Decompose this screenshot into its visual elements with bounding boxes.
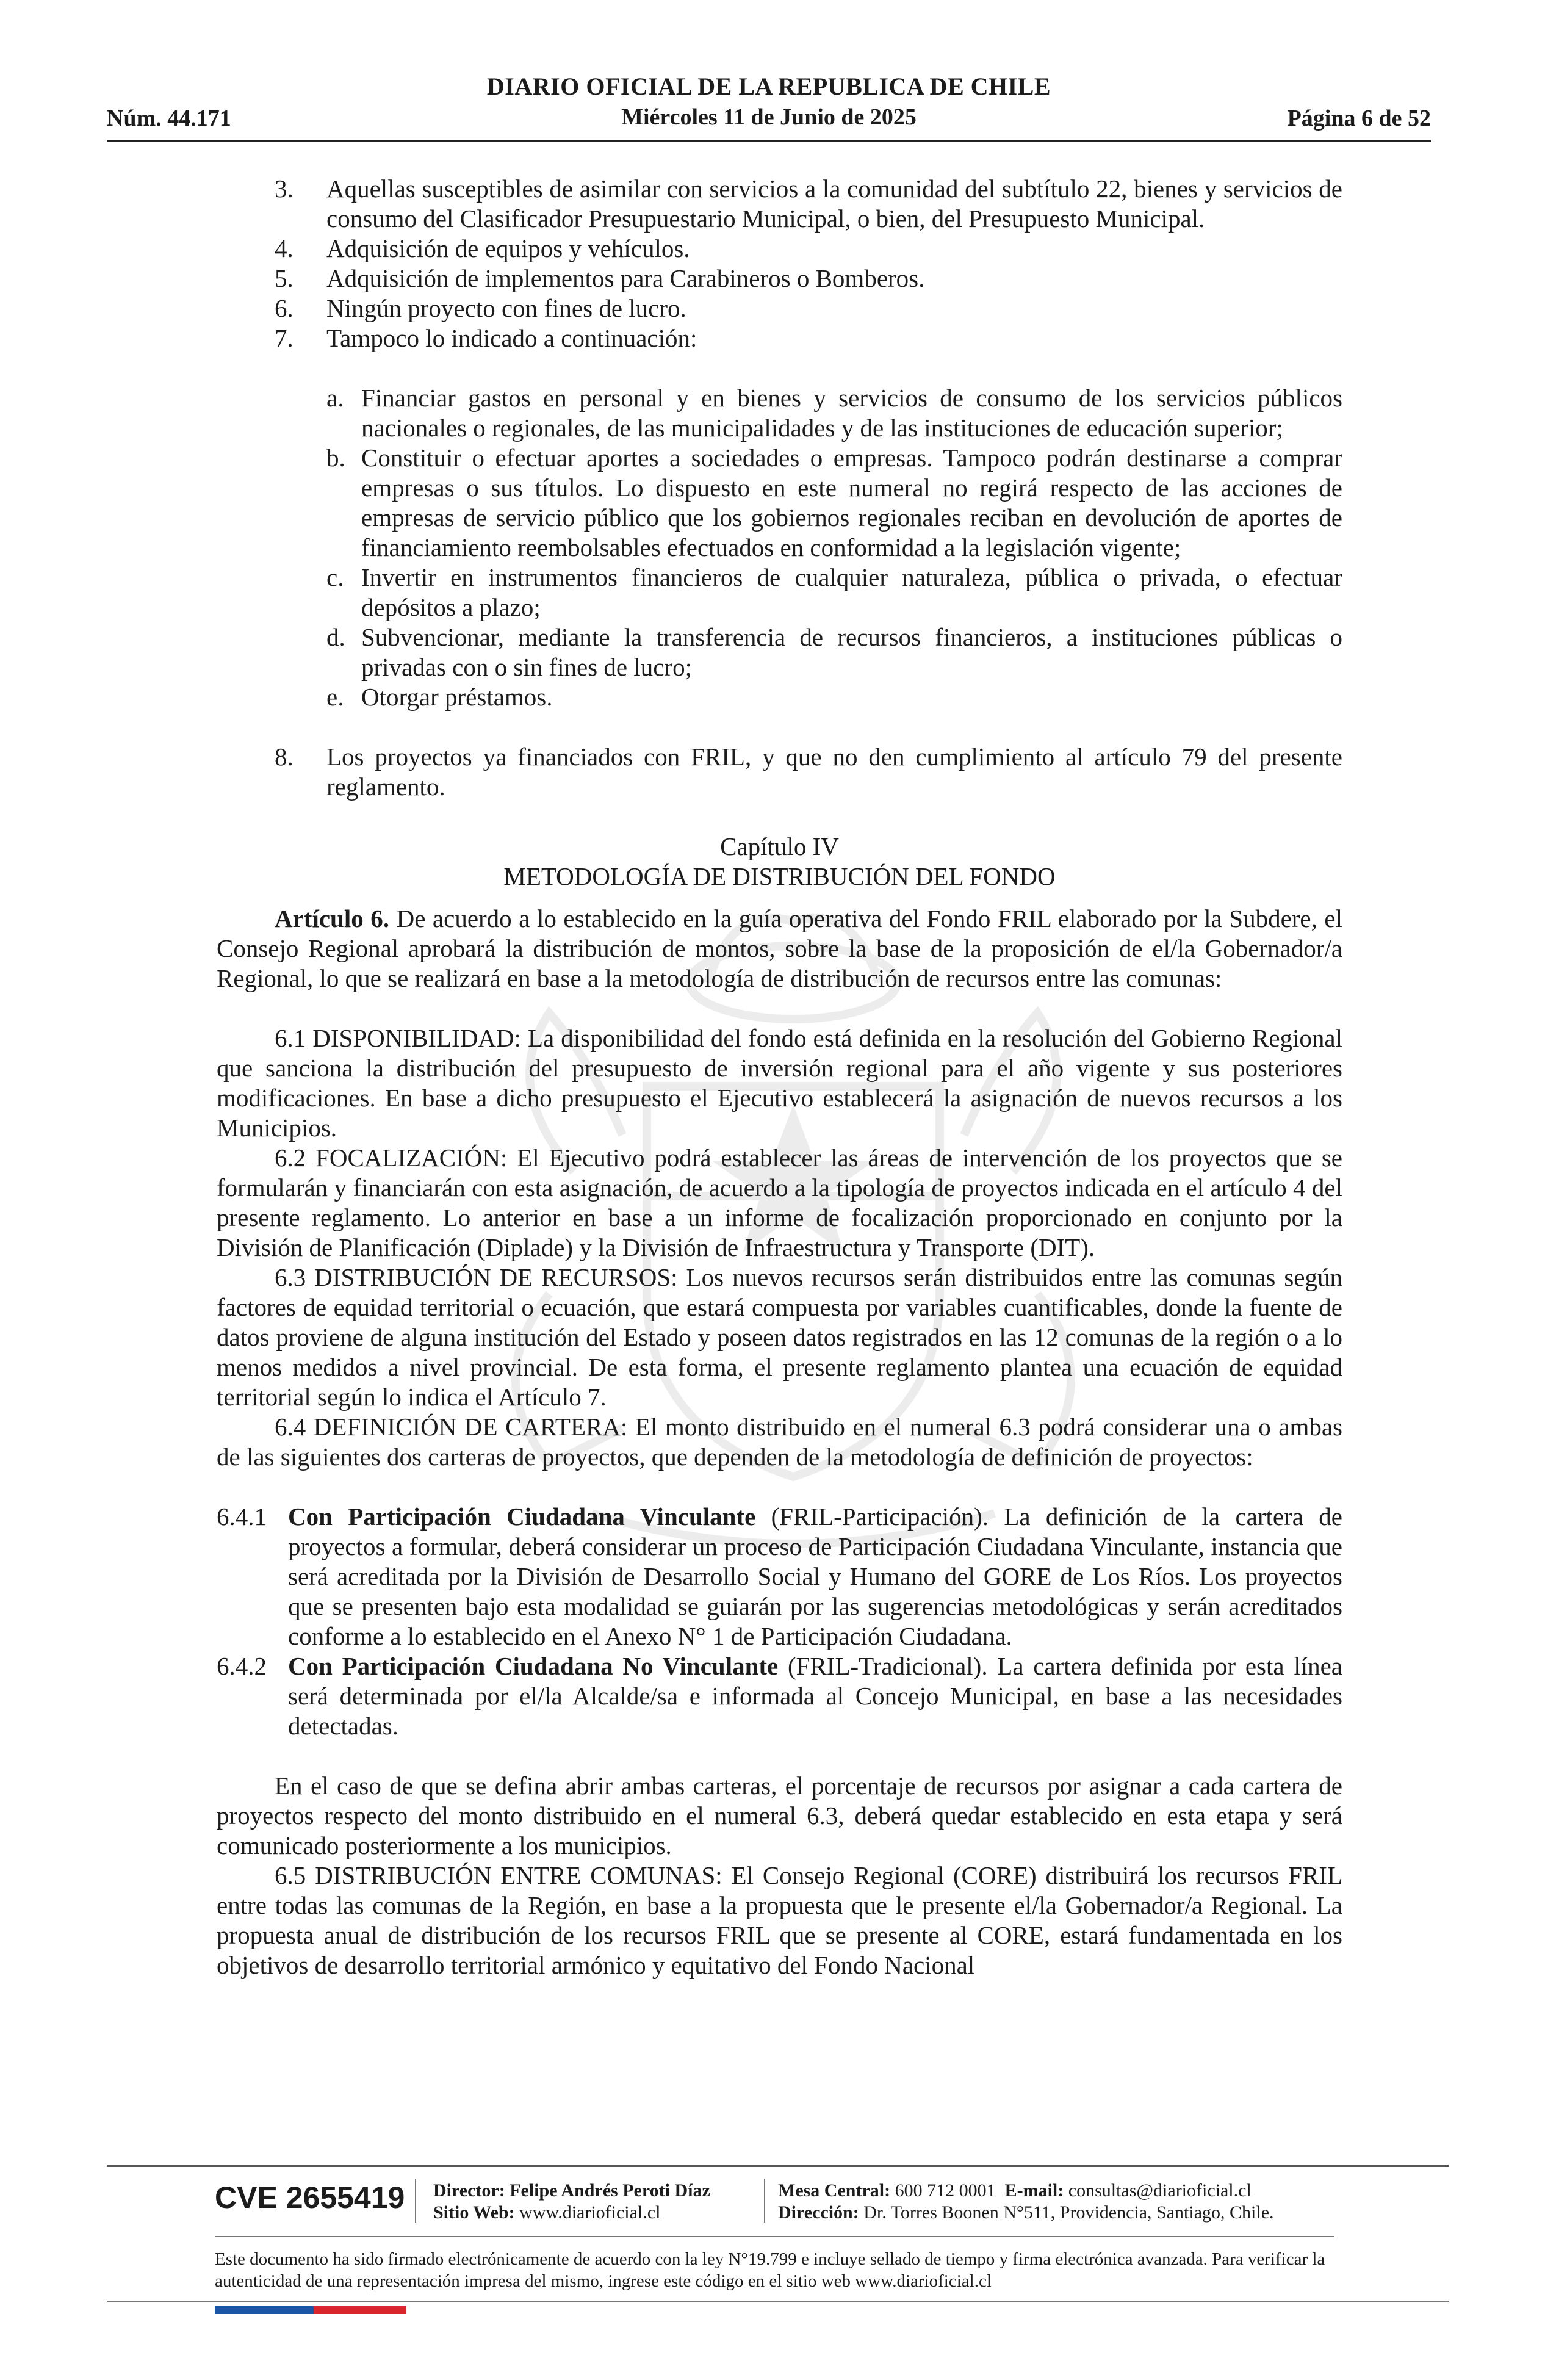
list-item-text: Aquellas susceptibles de asimilar con servicios a la comunidad del subtítulo 22, bienes y servicios de consumo del Clasificador Presupuestario Municipal, o bien, del Presupuesto Municipal. — [326, 175, 1342, 233]
sub-item-text: (FRIL-Participación). La definición de la cartera de proyectos a formular, deberá considerar un proceso de Participación Ciudadana Vinculante, instancia que será acreditada por la División de Desarrollo Social y Humano del GORE de Los Ríos. Los proyectos que se presenten bajo esta modalidad se guiarán por las sugerencias metodológicas y serán acreditados conforme a lo establecido en el Anexo N° 1 de Participación Ciudadana. — [288, 1502, 1342, 1650]
website-link[interactable]: www.diarioficial.cl — [514, 2202, 661, 2223]
list-item-label: 8. — [275, 743, 294, 771]
list-item — [217, 742, 1342, 802]
list-item-label: 6. — [275, 294, 294, 322]
newspaper-title: DIARIO OFICIAL DE LA REPUBLICA DE CHILE — [486, 73, 1051, 100]
list-item-text: Adquisición de implementos para Carabineros o Bomberos. — [326, 264, 925, 292]
list-item-text: Otorgar préstamos. — [361, 683, 553, 711]
footer-divider — [215, 2236, 1334, 2237]
email-link[interactable]: consultas@diarioficial.cl — [1064, 2180, 1252, 2201]
chapter-title: METODOLOGÍA DE DISTRIBUCIÓN DEL FONDO — [503, 862, 1056, 890]
both-portfolios-paragraph: En el caso de que se defina abrir ambas carteras, el porcentaje de recursos por asignar a cada cartera de proyectos respecto del monto distribuido en el numeral 6.3, deberá quedar establecido en esta etapa y será comunicado posteriormente a los municipios. — [217, 1772, 1342, 1859]
document-body — [217, 174, 1342, 1980]
cve-code: CVE 2655419 — [215, 2180, 405, 2215]
website-label: Sitio Web: — [433, 2202, 515, 2223]
sub-item-heading: Con Participación Ciudadana Vinculante — [288, 1502, 756, 1531]
list-item-label: 4. — [275, 234, 294, 262]
list-item — [217, 294, 1342, 323]
section-6-4: 6.4 DEFINICIÓN DE CARTERA: El monto distribuido en el numeral 6.3 podrá considerar una o ambas de las siguientes dos carteras de proyectos, que dependen de la metodología de definición de proyectos: — [217, 1413, 1342, 1471]
list-item-label: e. — [326, 683, 344, 711]
sub-item-label: 6.4.2 — [217, 1652, 267, 1680]
sub-item-label: 6.4.1 — [217, 1502, 267, 1531]
article-label: Artículo 6. — [275, 904, 390, 932]
footer-director-block — [433, 2180, 710, 2224]
list-item-text: Tampoco lo indicado a continuación: — [326, 324, 697, 352]
list-item-label: 5. — [275, 264, 294, 292]
header-divider — [107, 140, 1431, 142]
electronic-signature-notice: Este documento ha sido firmado electrónicamente de acuerdo con la ley N°19.799 e incluye sellado de tiempo y firma electrónica avanzada. Para verificar la autenticidad de una representación impresa del mismo, ingrese este código en el sitio web www.diarioficial.cl — [215, 2249, 1325, 2291]
sub-item-text: (FRIL-Tradicional). La cartera definida por esta línea será determinada por el/la Alcalde/sa e informada al Concejo Municipal, en base a las necesidades detectadas. — [288, 1652, 1343, 1740]
list-item-label: a. — [326, 384, 344, 412]
director-label: Director: — [433, 2180, 505, 2201]
list-item-label: b. — [326, 444, 345, 472]
list-item — [217, 174, 1342, 234]
list-item — [217, 563, 1342, 622]
issue-date: Miércoles 11 de Junio de 2025 — [621, 104, 917, 130]
footer-divider — [107, 2165, 1449, 2167]
list-item — [217, 383, 1342, 443]
list-item — [217, 682, 1342, 712]
list-item-text: Invertir en instrumentos financieros de cualquier naturaleza, pública o privada, o efectuar depósitos a plazo; — [361, 563, 1342, 621]
footer-separator — [415, 2179, 416, 2223]
lettered-list — [217, 383, 1342, 712]
email-label: E-mail: — [1004, 2180, 1064, 2201]
footer-separator — [764, 2179, 765, 2223]
list-item-text: Adquisición de equipos y vehículos. — [326, 234, 690, 262]
list-item-text: Constituir o efectuar aportes a sociedades o empresas. Tampoco podrán destinarse a comprar empresas o sus títulos. Lo dispuesto en este numeral no regirá respecto de las acciones de empresas de servicio público que los gobiernos regionales reciban en devolución de aportes de financiamiento reembolsables efectuados en conformidad a la legislación vigente; — [361, 444, 1342, 561]
phone-label: Mesa Central: — [778, 2180, 891, 2201]
list-item-label: d. — [326, 623, 345, 651]
chapter-number: Capítulo IV — [720, 832, 839, 860]
list-item-text: Subvencionar, mediante la transferencia de recursos financieros, a instituciones públicas o privadas con o sin fines de lucro; — [361, 623, 1342, 681]
list-item — [217, 443, 1342, 563]
address-value: Dr. Torres Boonen N°511, Providencia, Santiago, Chile. — [859, 2202, 1274, 2223]
footer-divider — [107, 2301, 1449, 2302]
section-6-1: 6.1 DISPONIBILIDAD: La disponibilidad del fondo está definida en la resolución del Gobierno Regional que sanciona la distribución del presupuesto de inversión regional para el año vigente y sus posteriores modificaciones. En base a dicho presupuesto el Ejecutivo establecerá la asignación de nuevos recursos a los Municipios. — [217, 1024, 1342, 1142]
section-6-3: 6.3 DISTRIBUCIÓN DE RECURSOS: Los nuevos recursos serán distribuidos entre las comunas según factores de equidad territorial o ecuación, que estará compuesta por variables cuantificables, donde la fuente de datos proviene de alguna institución del Estado y poseen datos registrados en las 12 comunas de la región o a lo menos medidos a nivel provincial. De esta forma, el presente reglamento plantea una ecuación de equidad territorial según lo indica el Artículo 7. — [217, 1263, 1342, 1411]
footer-contact-block — [778, 2180, 1274, 2224]
sub-item-6-4-2 — [217, 1651, 1342, 1741]
article-6-paragraph — [217, 904, 1342, 993]
list-item-text: Los proyectos ya financiados con FRIL, y que no den cumplimiento al artículo 79 del presente reglamento. — [326, 743, 1342, 801]
list-item — [217, 234, 1342, 264]
list-item-text: Ningún proyecto con fines de lucro. — [326, 294, 686, 322]
flag-stripe-red — [314, 2306, 406, 2314]
list-item-label: 7. — [275, 324, 294, 352]
page-header — [107, 72, 1431, 144]
page-number: Página 6 de 52 — [1287, 106, 1431, 131]
list-item-label: c. — [326, 563, 344, 591]
address-label: Dirección: — [778, 2202, 859, 2223]
section-6-5: 6.5 DISTRIBUCIÓN ENTRE COMUNAS: El Consejo Regional (CORE) distribuirá los recursos FRIL entre todas las comunas de la Región, en base a la propuesta que le presente el/la Gobernador/a Regional. La propuesta anual de distribución de los recursos FRIL que se presente al CORE, estará fundamentada en los objetivos de desarrollo territorial armónico y equitativo del Fondo Nacional — [217, 1861, 1342, 1979]
sub-item-heading: Con Participación Ciudadana No Vinculante — [288, 1652, 779, 1680]
list-item — [217, 622, 1342, 682]
list-item-label: 3. — [275, 175, 294, 203]
list-item-text: Financiar gastos en personal y en bienes y servicios de consumo de los servicios públicos nacionales o regionales, de las municipalidades y de las instituciones de educación superior; — [361, 384, 1342, 442]
numbered-list — [217, 174, 1342, 353]
sub-item-6-4-1 — [217, 1502, 1342, 1651]
director-name: Felipe Andrés Peroti Díaz — [505, 2180, 710, 2201]
flag-stripe-blue — [215, 2306, 314, 2314]
section-6-2: 6.2 FOCALIZACIÓN: El Ejecutivo podrá establecer las áreas de intervención de los proyectos que se formularán y financiarán con esta asignación, de acuerdo a la tipología de proyectos indicada en el artículo 4 del presente reglamento. Lo anterior en base a un informe de focalización proporcionado en conjunto por la División de Planificación (Diplade) y la División de Infraestructura y Transporte (DIT). — [217, 1144, 1342, 1261]
phone-value: 600 712 0001 — [890, 2180, 996, 2201]
issue-number: Núm. 44.171 — [107, 106, 231, 131]
list-item — [217, 323, 1342, 353]
list-item — [217, 264, 1342, 294]
article-text: De acuerdo a lo establecido en la guía operativa del Fondo FRIL elaborado por la Subdere, el Consejo Regional aprobará la distribución de montos, sobre la base de la proposición de el/la Gobernador/a Regional, lo que se realizará en base a la metodología de distribución de recursos entre las comunas: — [217, 904, 1342, 992]
